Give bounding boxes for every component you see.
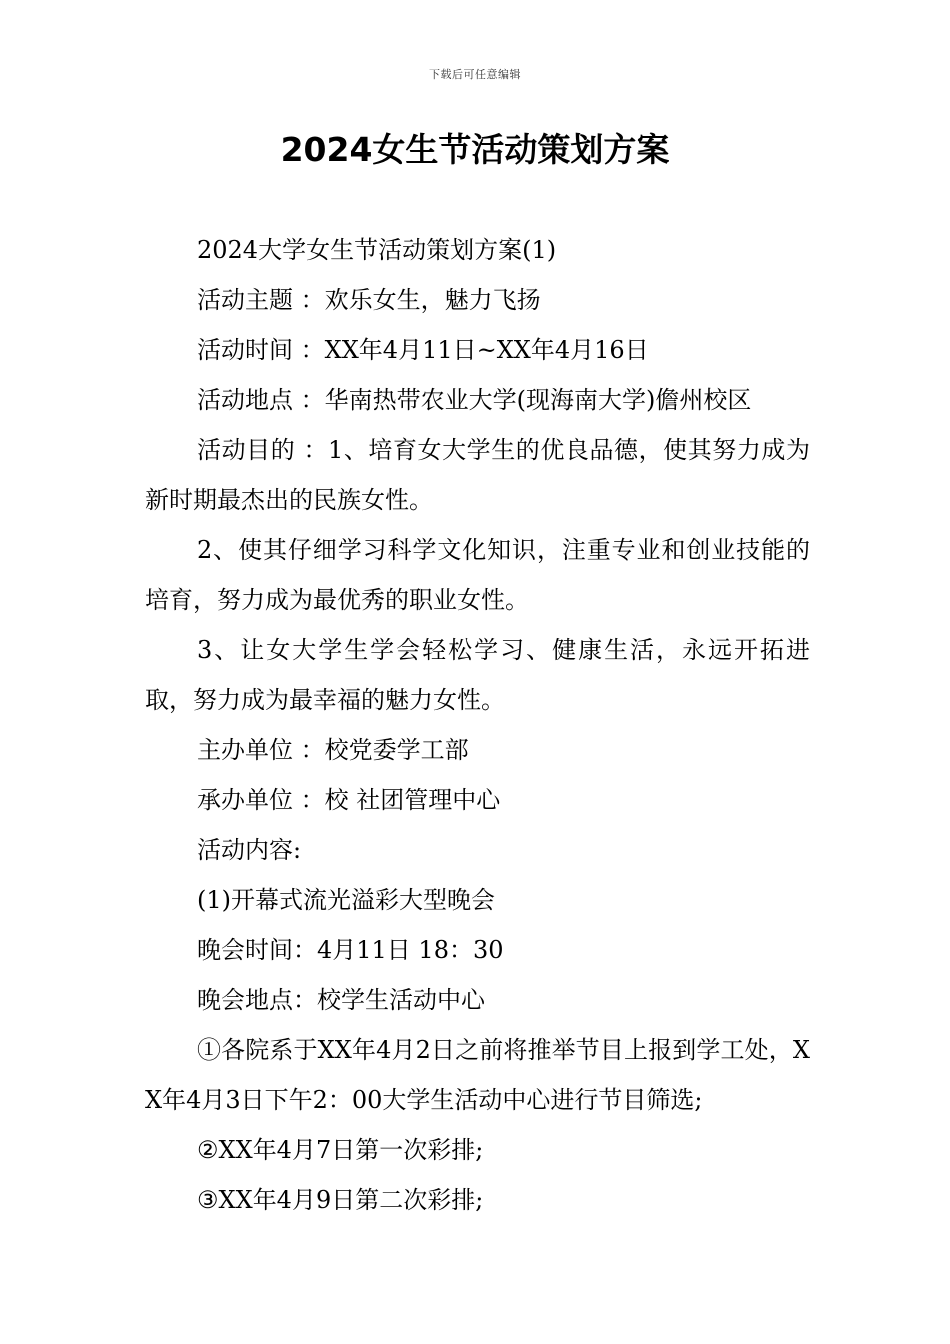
document-title: 2024女生节活动策划方案: [280, 130, 670, 169]
paragraph-theme: 活动主题 ：欢乐女生，魅力飞扬: [197, 286, 541, 314]
paragraph-purpose-2: 2、使其仔细学习科学文化知识，注重专业和创业技能的培育，努力成为最优秀的职业女性。: [145, 536, 810, 614]
paragraph-step-2: ②XX年4月7日第一次彩排;: [197, 1136, 484, 1164]
paragraph-gala-location: 晚会地点：校学生活动中心: [197, 986, 485, 1014]
paragraph-purpose-3: 3、让女大学生学会轻松学习、健康生活，永远开拓进取，努力成为最幸福的魅力女性。: [145, 636, 810, 714]
paragraph-organizer: 主办单位 ：校党委学工部: [197, 736, 469, 764]
paragraph-step-3: ③XX年4月9日第二次彩排;: [197, 1186, 484, 1214]
paragraph-content-heading: 活动内容:: [197, 836, 302, 864]
paragraph-subtitle: 2024大学女生节活动策划方案(1): [197, 236, 557, 264]
document-body: [145, 225, 810, 1225]
paragraph-opening-gala: (1)开幕式流光溢彩大型晚会: [197, 886, 495, 914]
header-watermark: 下载后可任意编辑: [429, 68, 521, 81]
paragraph-gala-time: 晚会时间：4月11日 18：30: [197, 936, 504, 964]
paragraph-co-organizer: 承办单位 ：校 社团管理中心: [197, 786, 501, 814]
paragraph-time: 活动时间 ：XX年4月11日~XX年4月16日: [197, 336, 649, 364]
paragraph-step-1: ①各院系于XX年4月2日之前将推举节目上报到学工处，XX年4月3日下午2：00大学生活动中心进行节目筛选;: [145, 1036, 810, 1114]
paragraph-location: 活动地点 ：华南热带农业大学(现海南大学)儋州校区: [197, 386, 752, 414]
paragraph-purpose-1: 活动目的 ：1、培育女大学生的优良品德，使其努力成为新时期最杰出的民族女性。: [145, 436, 810, 514]
